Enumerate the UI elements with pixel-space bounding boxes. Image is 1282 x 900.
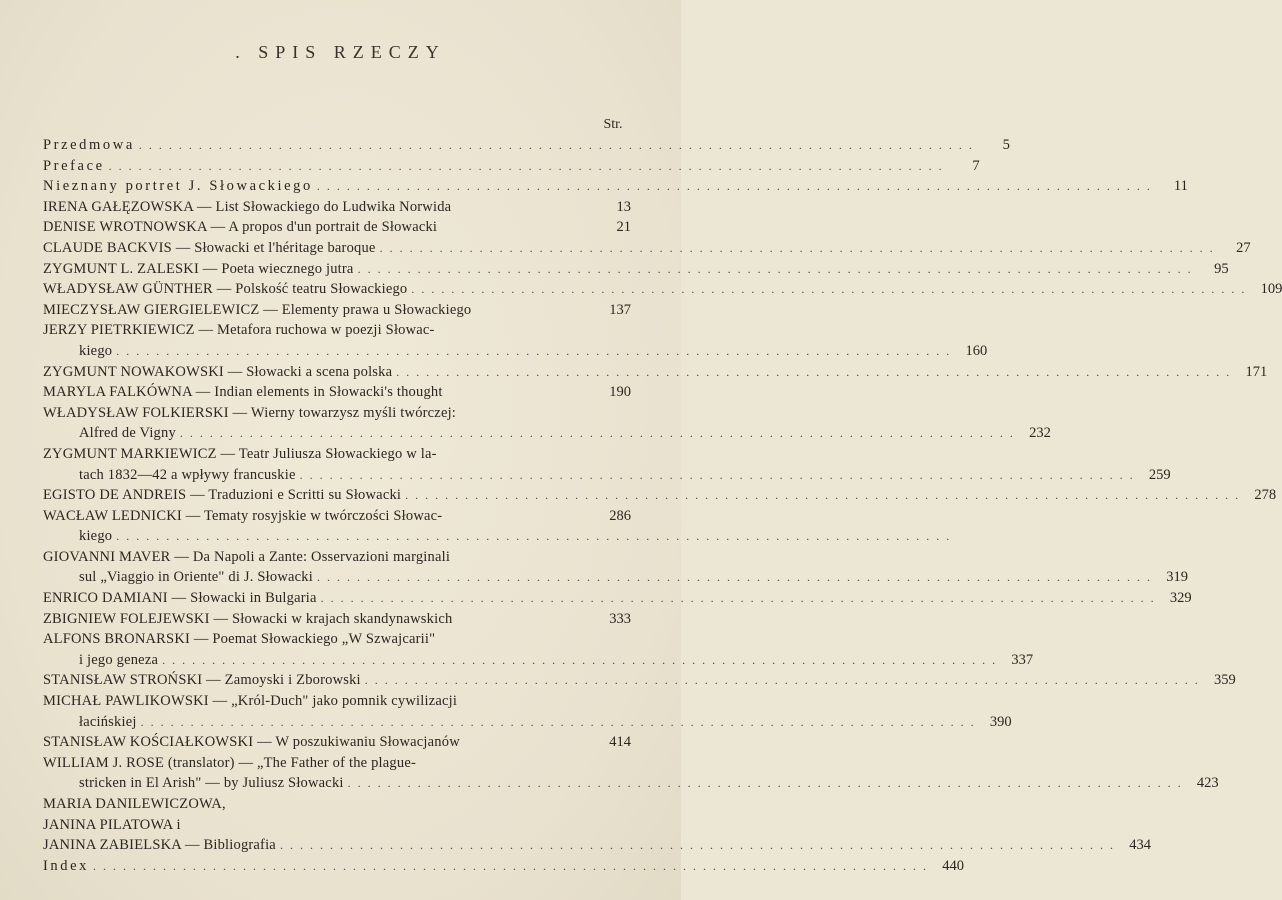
toc-page-number: 333 bbox=[609, 610, 631, 627]
toc-entry bbox=[43, 217, 631, 238]
toc-entry-text: kiego bbox=[79, 342, 113, 359]
toc-page-number: 337 bbox=[1011, 651, 1034, 668]
toc-entry bbox=[43, 259, 1229, 280]
toc-line bbox=[43, 712, 1012, 733]
toc-entry-text: WACŁAW LEDNICKI — Tematy rosyjskie w twórczości Słowac- bbox=[43, 507, 443, 524]
toc-page-number: 109 bbox=[1260, 281, 1282, 298]
toc-entry-text: MARIA DANILEWICZOWA, bbox=[43, 796, 226, 812]
toc-entry-text: WŁADYSŁAW GÜNTHER — Polskość teatru Słowackiego bbox=[43, 281, 408, 298]
toc-page-number: 390 bbox=[989, 713, 1012, 730]
toc-line bbox=[43, 156, 980, 177]
toc-entry bbox=[43, 135, 1010, 156]
leader-dots bbox=[162, 650, 997, 671]
toc-entry bbox=[43, 300, 631, 321]
toc-line bbox=[43, 650, 1034, 671]
toc-entry-text: JERZY PIETRKIEWICZ — Metafora ruchowa w poezji Słowac- bbox=[43, 322, 435, 339]
leader-dots bbox=[348, 773, 1183, 794]
toc-entry-text: GIOVANNI MAVER — Da Napoli a Zante: Osservazioni marginali bbox=[43, 548, 451, 565]
toc-entry bbox=[43, 444, 1171, 485]
toc-line bbox=[43, 485, 1277, 506]
toc-page-number: 434 bbox=[1129, 837, 1151, 854]
toc-line bbox=[43, 176, 1188, 197]
toc-page-number: 319 bbox=[1166, 569, 1188, 586]
toc-entry-text: ZYGMUNT MARKIEWICZ — Teatr Juliusza Słowackiego w la- bbox=[43, 445, 437, 462]
toc-line bbox=[43, 773, 1219, 794]
leader-dots bbox=[321, 588, 1156, 609]
toc-entry bbox=[43, 629, 1034, 670]
toc-entry bbox=[43, 176, 1188, 197]
toc-entry-text: MICHAŁ PAWLIKOWSKI — „Król-Duch" jako pomnik cywilizacji bbox=[43, 693, 458, 710]
toc-entry bbox=[43, 609, 631, 630]
toc-entry bbox=[43, 238, 1251, 259]
toc-entry-text: ZYGMUNT L. ZALESKI — Poeta wiecznego jutra bbox=[43, 260, 354, 277]
toc-entry-text: IRENA GAŁĘZOWSKA — List Słowackiego do Ludwika Norwida bbox=[43, 198, 452, 215]
toc-entry-text: Przedmowa bbox=[43, 137, 135, 153]
toc-line bbox=[43, 465, 1171, 486]
toc-entry-text: łacińskiej bbox=[79, 713, 137, 730]
toc-page-number: 137 bbox=[609, 301, 631, 318]
toc-entry bbox=[43, 732, 631, 753]
toc-entry-text: stricken in El Arish" — by Juliusz Słowacki bbox=[79, 775, 344, 792]
toc-entry-text: JANINA PILATOWA i bbox=[43, 816, 181, 833]
toc-page-number: 359 bbox=[1214, 672, 1236, 689]
toc-entry bbox=[43, 485, 1277, 506]
toc-line bbox=[43, 815, 631, 836]
toc-page-number: 27 bbox=[1236, 239, 1251, 256]
leader-dots bbox=[280, 835, 1115, 856]
toc-entry bbox=[43, 856, 965, 877]
toc-entry bbox=[43, 362, 1268, 383]
toc-entry-text: MIECZYSŁAW GIERGIELEWICZ — Elementy prawa u Słowackiego bbox=[43, 301, 472, 318]
leader-dots bbox=[300, 465, 1135, 486]
toc-page-number: 5 bbox=[1002, 137, 1010, 153]
toc-entry bbox=[43, 547, 1188, 588]
toc-line bbox=[43, 691, 631, 712]
toc-line bbox=[43, 444, 631, 465]
toc-page-number: 286 bbox=[609, 507, 631, 524]
toc-entry bbox=[43, 320, 988, 361]
toc-entry-text: EGISTO DE ANDREIS — Traduzioni e Scritti su Słowacki bbox=[43, 487, 402, 504]
toc-entry-text: ALFONS BRONARSKI — Poemat Słowackiego „W Szwajcarii" bbox=[43, 631, 436, 648]
toc-line bbox=[43, 238, 1251, 259]
leader-dots bbox=[93, 856, 928, 877]
toc-entry-text: kiego bbox=[79, 528, 113, 545]
toc-entry-text: WILLIAM J. ROSE (translator) — „The Father of the plague- bbox=[43, 754, 416, 771]
toc-entry-text: i jego geneza bbox=[79, 651, 159, 668]
toc-line bbox=[43, 609, 631, 630]
toc-page-number: 278 bbox=[1254, 487, 1277, 504]
toc-page-number: 171 bbox=[1245, 363, 1268, 380]
toc-line bbox=[43, 856, 965, 877]
leader-dots bbox=[405, 485, 1240, 506]
toc-entry bbox=[43, 279, 1282, 300]
toc-line bbox=[43, 794, 631, 815]
toc-entry-text: MARYLA FALKÓWNA — Indian elements in Słowacki's thought bbox=[43, 384, 443, 401]
leader-dots bbox=[109, 156, 944, 177]
toc-entry bbox=[43, 197, 631, 218]
toc-line bbox=[43, 547, 631, 568]
toc-line bbox=[43, 279, 1282, 300]
toc-entry-text: STANISŁAW KOŚCIAŁKOWSKI — W poszukiwaniu Słowacjanów bbox=[43, 734, 460, 751]
toc-line bbox=[43, 588, 1192, 609]
toc-entry-text: Index bbox=[43, 857, 90, 874]
toc-line bbox=[43, 732, 631, 753]
toc-page-number: 414 bbox=[609, 734, 631, 751]
toc-page-number: 13 bbox=[616, 198, 631, 215]
leader-dots bbox=[116, 341, 951, 362]
toc-page-number: 440 bbox=[942, 857, 965, 874]
leader-dots bbox=[396, 362, 1231, 383]
toc-page-number: 21 bbox=[616, 219, 631, 236]
toc-entry bbox=[43, 753, 1219, 794]
toc-entry bbox=[43, 506, 631, 547]
toc-page-number: 232 bbox=[1029, 425, 1051, 442]
toc-entry-text: sul „Viaggio in Oriente" di J. Słowacki bbox=[79, 569, 313, 586]
toc-line bbox=[43, 506, 631, 527]
toc-page-number: 160 bbox=[965, 342, 988, 359]
toc-line bbox=[43, 423, 1051, 444]
toc-entry-text: Alfred de Vigny bbox=[79, 425, 176, 442]
leader-dots bbox=[141, 712, 976, 733]
toc-page-number: 423 bbox=[1196, 775, 1219, 792]
toc-entry-text: ZYGMUNT NOWAKOWSKI — Słowacki a scena polska bbox=[43, 363, 393, 380]
toc-entry bbox=[43, 670, 1236, 691]
page-title: . SPIS RZECZY bbox=[235, 42, 446, 62]
toc-page-number: 7 bbox=[972, 157, 980, 174]
toc-entry-text: Preface bbox=[43, 157, 105, 174]
toc-line bbox=[43, 526, 631, 547]
toc-entry bbox=[43, 691, 1012, 732]
toc-entry-text: STANISŁAW STROŃSKI — Zamoyski i Zborowski bbox=[43, 672, 361, 689]
toc-entry bbox=[43, 156, 980, 177]
leader-dots bbox=[317, 176, 1152, 197]
toc-page-number: 259 bbox=[1148, 466, 1171, 483]
toc-entry bbox=[43, 382, 631, 403]
leader-dots bbox=[116, 526, 951, 547]
leader-dots bbox=[411, 279, 1246, 300]
toc-page-number: 95 bbox=[1214, 260, 1229, 277]
toc-line bbox=[43, 341, 988, 362]
toc-entry bbox=[43, 794, 1151, 856]
toc-line bbox=[43, 197, 631, 218]
leader-dots bbox=[317, 567, 1152, 588]
toc-entry bbox=[43, 403, 1051, 444]
table-of-contents bbox=[43, 135, 1282, 876]
toc-line bbox=[43, 403, 631, 424]
toc-page-number: 190 bbox=[609, 384, 631, 401]
leader-dots bbox=[180, 423, 1015, 444]
toc-line bbox=[43, 382, 631, 403]
leader-dots bbox=[365, 670, 1200, 691]
page-column-header: Str. bbox=[603, 117, 623, 132]
toc-line bbox=[43, 835, 1151, 856]
toc-entry-text: DENISE WROTNOWSKA — A propos d'un portrait de Słowacki bbox=[43, 219, 438, 236]
toc-page-number: 11 bbox=[1173, 178, 1188, 195]
toc-line bbox=[43, 259, 1229, 280]
toc-line bbox=[43, 362, 1268, 383]
toc-line bbox=[43, 753, 631, 774]
toc-line bbox=[43, 300, 631, 321]
toc-entry-text: WŁADYSŁAW FOLKIERSKI — Wierny towarzysz myśli twórczej: bbox=[43, 404, 457, 421]
toc-entry-text: JANINA ZABIELSKA — Bibliografia bbox=[43, 837, 276, 854]
toc-line bbox=[43, 135, 1010, 156]
toc-entry-text: Nieznany portret J. Słowackiego bbox=[43, 178, 313, 195]
toc-entry-text: tach 1832—42 a wpływy francuskie bbox=[79, 466, 296, 483]
leader-dots bbox=[358, 259, 1193, 280]
toc-entry-text: ENRICO DAMIANI — Słowacki in Bulgaria bbox=[43, 590, 317, 607]
toc-entry-text: ZBIGNIEW FOLEJEWSKI — Słowacki w krajach skandynawskich bbox=[43, 610, 453, 627]
toc-line bbox=[43, 567, 1188, 588]
toc-line bbox=[43, 670, 1236, 691]
toc-page-number: 329 bbox=[1169, 590, 1192, 607]
toc-entry-text: CLAUDE BACKVIS — Słowacki et l'héritage baroque bbox=[43, 239, 376, 256]
leader-dots bbox=[380, 238, 1215, 259]
toc-line bbox=[43, 629, 631, 650]
toc-entry bbox=[43, 588, 1192, 609]
leader-dots bbox=[139, 135, 974, 156]
toc-line bbox=[43, 217, 631, 238]
toc-line bbox=[43, 320, 631, 341]
